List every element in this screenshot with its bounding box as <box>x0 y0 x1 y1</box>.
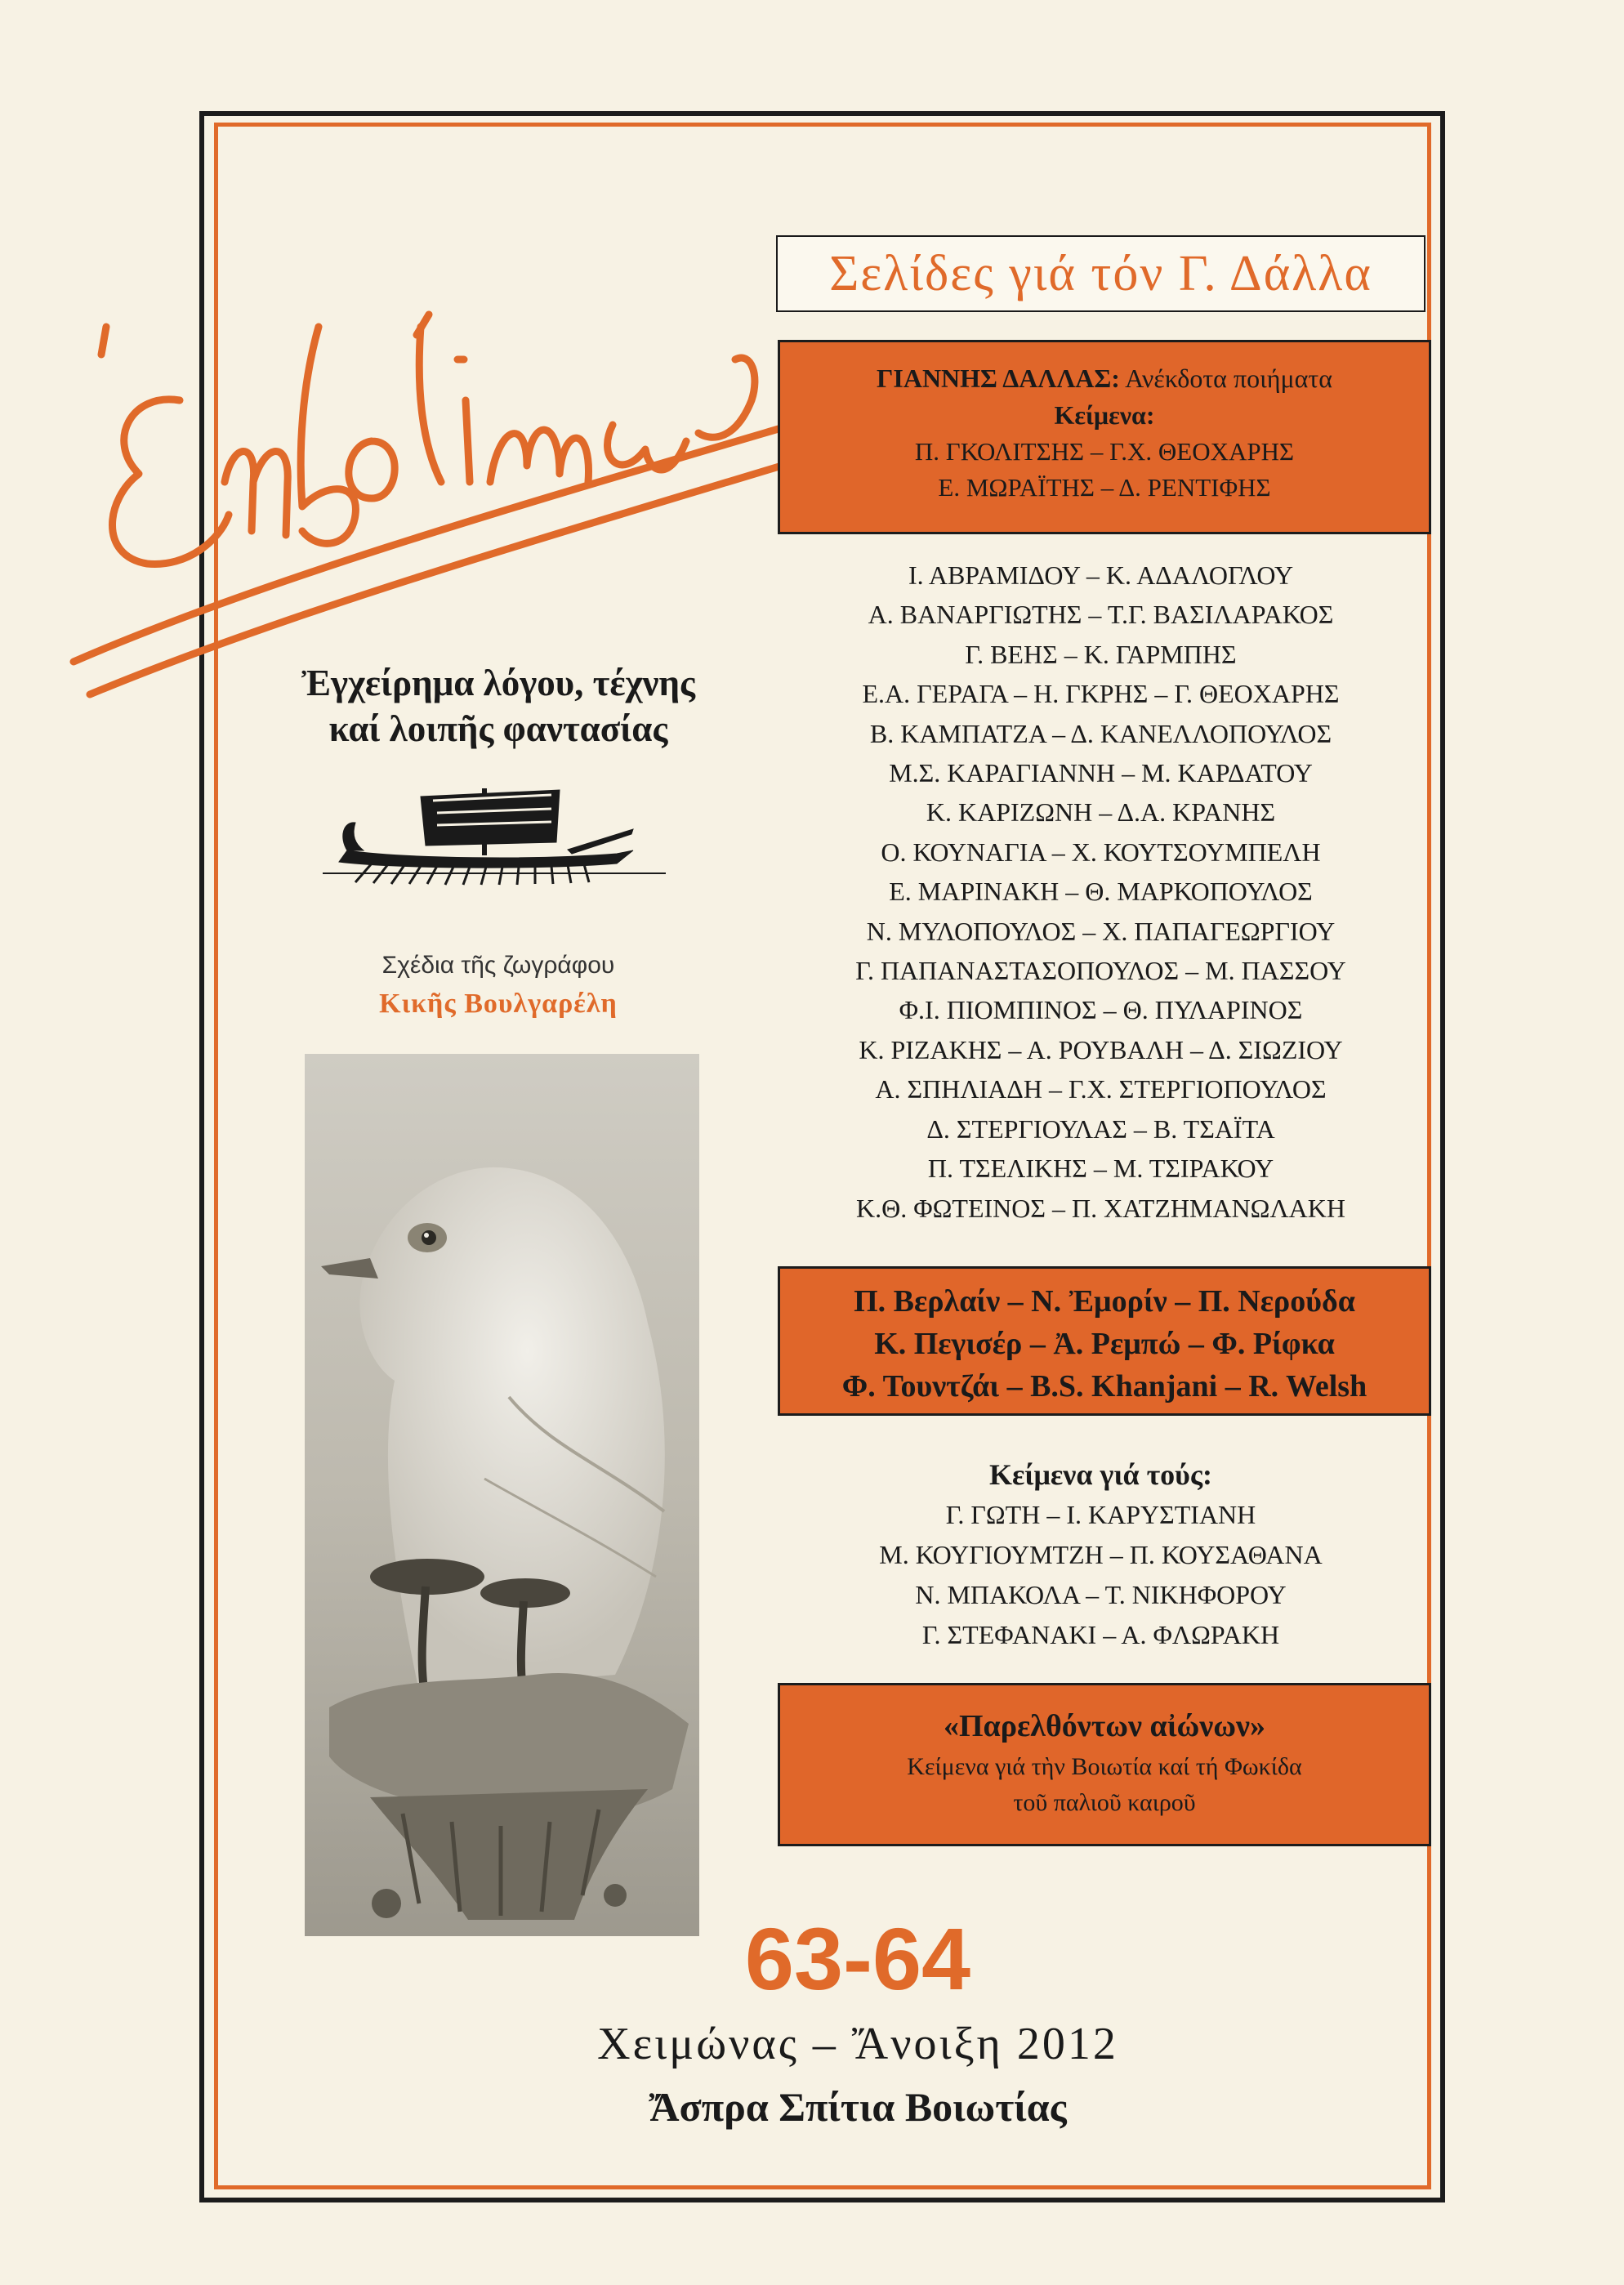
translations-box <box>778 1266 1431 1416</box>
contributor-row: Δ. ΣΤΕΡΓΙΟΥΛΑΣ – Β. ΤΣΑΪΤΑ <box>926 1113 1275 1144</box>
feature-author-line <box>780 360 1429 396</box>
dove-artwork <box>305 1054 699 1936</box>
texts-for-row: Μ. ΚΟΥΓΙΟΥΜΤΖΗ – Π. ΚΟΥΣΑΘΑΝΑ <box>879 1540 1323 1569</box>
contributor-row: Ε. ΜΑΡΙΝΑΚΗ – Θ. ΜΑΡΚΟΠΟΥΛΟΣ <box>889 877 1313 907</box>
contributor-row: Κ.Θ. ΦΩΤΕΙΝΟΣ – Π. ΧΑΤΖΗΜΑΝΩΛΑΚΗ <box>856 1193 1345 1223</box>
texts-for-heading: Κείμενα γιά τούς: <box>988 1458 1213 1491</box>
issue-season: Χειμώνας – Ἄνοιξη 2012 <box>597 2019 1118 2069</box>
translations-row: Π. Βερλαίν – Ν. Ἐμορίν – Π. Νερούδα <box>854 1284 1355 1319</box>
texts-for-row: Γ. ΓΩΤΗ – Ι. ΚΑΡΥΣΤΙΑΝΗ <box>945 1500 1256 1529</box>
issue-place: Ἄσπρα Σπίτια Βοιωτίας <box>649 2084 1067 2130</box>
contributor-row: Α. ΣΠΗΛΙΑΔΗ – Γ.Χ. ΣΤΕΡΓΙΟΠΟΥΛΟΣ <box>875 1074 1327 1105</box>
feature-names-line-1: Π. ΓΚΟΛΙΤΣΗΣ – Γ.Χ. ΘΕΟΧΑΡΗΣ <box>914 437 1295 466</box>
texts-for-row: Γ. ΣΤΕΦΑΝΑΚΙ – Α. ΦΛΩΡΑΚΗ <box>921 1620 1280 1649</box>
contributor-row: Ε.Α. ΓΕΡΑΓΑ – Η. ΓΚΡΗΣ – Γ. ΘΕΟΧΑΡΗΣ <box>862 679 1340 709</box>
past-box-line-2: τοῦ παλιοῦ καιροῦ <box>1013 1789 1196 1816</box>
subtitle-line-1: Ἐγχείρημα λόγου, τέχνης <box>301 663 695 703</box>
illustration-credit: Σχέδια τῆς ζωγράφου <box>381 952 615 979</box>
contributor-row: Φ.Ι. ΠΙΟΜΠΙΝΟΣ – Θ. ΠΥΛΑΡΙΝΟΣ <box>899 995 1303 1025</box>
contributor-row: Γ. ΠΑΠΑΝΑΣΤΑΣΟΠΟΥΛΟΣ – Μ. ΠΑΣΣΟΥ <box>855 956 1346 986</box>
past-centuries-box <box>778 1683 1431 1846</box>
subtitle <box>245 660 752 752</box>
feature-author-note: Ανέκδοτα ποιήματα <box>1125 364 1332 393</box>
contributor-row: Π. ΤΣΕΛΙΚΗΣ – Μ. ΤΣΙΡΑΚΟΥ <box>927 1154 1274 1184</box>
feature-names-line-2: Ε. ΜΩΡΑΪΤΗΣ – Δ. ΡΕΝΤΙΦΗΣ <box>938 473 1271 502</box>
contributor-row: Κ. ΚΑΡΙΖΩΝΗ – Δ.Α. ΚΡΑΝΗΣ <box>926 797 1276 828</box>
contributor-row: Μ.Σ. ΚΑΡΑΓΙΑΝΝΗ – Μ. ΚΑΡΔΑΤΟΥ <box>889 758 1313 788</box>
logo-script <box>57 237 809 727</box>
contributor-row: Κ. ΡΙΖΑΚΗΣ – Α. ΡΟΥΒΑΛΗ – Δ. ΣΙΩΖΙΟΥ <box>859 1034 1343 1064</box>
subtitle-line-2: καί λοιπῆς φαντασίας <box>328 708 668 749</box>
past-box-line-1: Κείμενα γιά τὴν Βοιωτία καί τή Φωκίδα <box>907 1753 1302 1780</box>
artist-name: Κικῆς Βουλγαρέλη <box>379 989 618 1019</box>
contributor-row: Β. ΚΑΜΠΑΤΖΑ – Δ. ΚΑΝΕΛΛΟΠΟΥΛΟΣ <box>869 718 1332 748</box>
translations-row: Φ. Τουντζάι – B.S. Khanjani – R. Welsh <box>841 1369 1367 1404</box>
feature-author: ΓΙΑΝΝΗΣ ΔΑΛΛΑΣ: <box>877 364 1120 393</box>
contributor-row: Ο. ΚΟΥΝΑΓΙΑ – Χ. ΚΟΥΤΣΟΥΜΠΕΛΗ <box>881 837 1321 867</box>
contributor-row: Ι. ΑΒΡΑΜΙΔΟΥ – Κ. ΑΔΑΛΟΓΛΟΥ <box>908 560 1294 590</box>
header-title: Σελίδες γιά τόν Γ. Δάλλα <box>776 235 1425 312</box>
feature-box <box>778 340 1431 534</box>
contributor-row: Γ. ΒΕΗΣ – Κ. ΓΑΡΜΠΗΣ <box>965 639 1237 669</box>
translations-row: Κ. Πεγισέρ – Ἀ. Ρεμπώ – Φ. Ρίφκα <box>874 1327 1335 1361</box>
contributor-row: Α. ΒΑΝΑΡΓΙΩΤΗΣ – Τ.Γ. ΒΑΣΙΛΑΡΑΚΟΣ <box>868 600 1334 630</box>
ship-illustration <box>323 772 666 886</box>
texts-for-section <box>776 1454 1425 1655</box>
past-box-title: «Παρελθόντων αἰώνων» <box>943 1709 1266 1743</box>
contributors-list <box>776 556 1425 1228</box>
texts-for-row: Ν. ΜΠΑΚΟΛΑ – Τ. ΝΙΚΗΦΟΡΟΥ <box>915 1580 1287 1609</box>
feature-texts-label: Κείμενα: <box>1054 400 1155 430</box>
issue-number: 63-64 <box>744 1909 971 2008</box>
contributor-row: Ν. ΜΥΛΟΠΟΥΛΟΣ – Χ. ΠΑΠΑΓΕΩΡΓΙΟΥ <box>866 916 1336 946</box>
